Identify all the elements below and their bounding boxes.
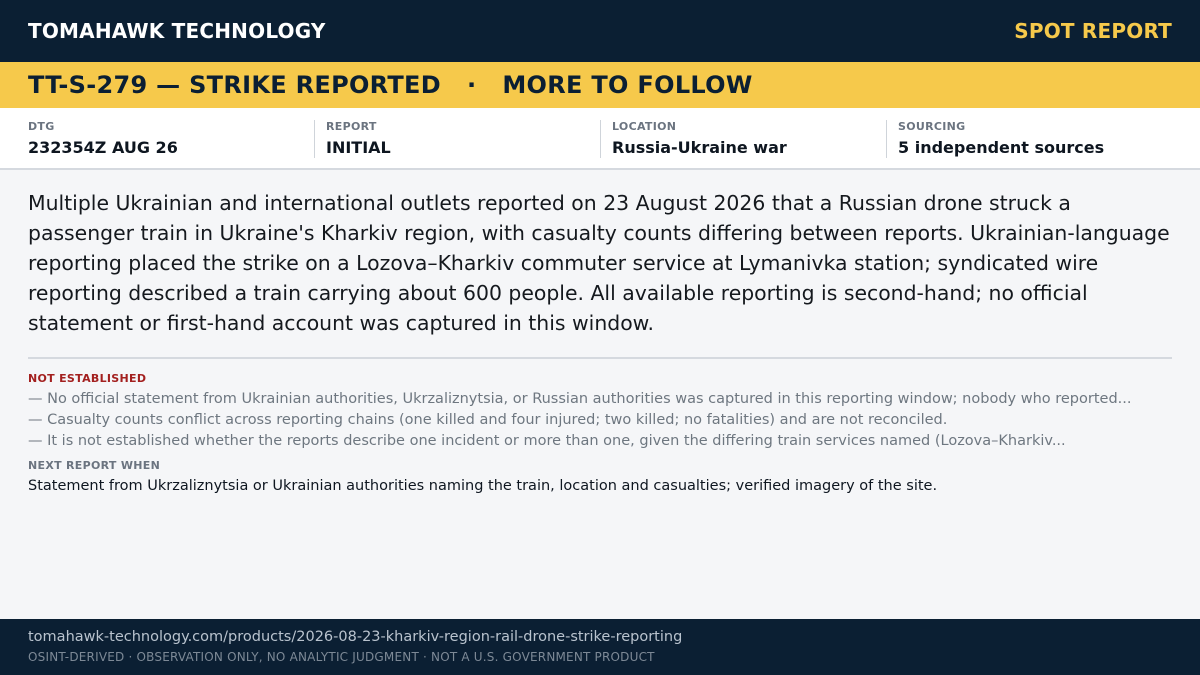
top-bar <box>0 0 1200 62</box>
meta-sourcing <box>886 120 1172 158</box>
meta-label: SOURCING <box>898 120 966 133</box>
next-report-text: Statement from Ukrzaliznytsia or Ukrainian authorities naming the train, location and casualties; verified imagery of the site. <box>28 478 938 494</box>
meta-strip <box>0 108 1200 170</box>
meta-value: 5 independent sources <box>898 138 1105 157</box>
not-established-item: — No official statement from Ukrainian authorities, Ukrzaliznytsia, or Russian authorities was captured in this reporting window; nobody who reported... <box>28 391 1132 407</box>
meta-dtg <box>28 120 314 158</box>
headline-followup: MORE TO FOLLOW <box>502 71 753 99</box>
meta-value: Russia-Ukraine war <box>612 138 787 157</box>
meta-location <box>600 120 886 158</box>
meta-value: 232354Z AUG 26 <box>28 138 178 157</box>
footer <box>0 619 1200 675</box>
headline-separator: · <box>466 71 477 99</box>
not-established-list <box>28 389 1172 452</box>
meta-label: LOCATION <box>612 120 677 133</box>
headline-id-status: TT-S-279 — STRIKE REPORTED <box>28 71 441 99</box>
not-established-label: NOT ESTABLISHED <box>28 372 147 385</box>
footer-tags: OSINT-DERIVED · OBSERVATION ONLY, NO ANALYTIC JUDGMENT · NOT A U.S. GOVERNMENT PRODUCT <box>28 650 655 664</box>
footer-url[interactable]: tomahawk-technology.com/products/2026-08-23-kharkiv-region-rail-drone-strike-reporting <box>28 629 683 645</box>
not-established-item: — Casualty counts conflict across reporting chains (one killed and four injured; two killed; no fatalities) and are not reconciled. <box>28 412 948 428</box>
section-divider <box>28 357 1172 359</box>
meta-label: REPORT <box>326 120 377 133</box>
meta-report <box>314 120 600 158</box>
not-established-item: — It is not established whether the reports describe one incident or more than one, given the differing train services named (Lozova–Kharkiv... <box>28 433 1066 449</box>
report-kind: SPOT REPORT <box>1014 19 1172 43</box>
report-summary: Multiple Ukrainian and international outlets reported on 23 August 2026 that a Russian drone struck a passenger train in Ukraine's Kharkiv region, with casualty counts differing between reports. Ukrainian-language reporting placed the strike on a Lozova–Kharkiv commuter service at Lymanivka station; syndicated wire reporting described a train carrying about 600 people. All available reporting is second-hand; no official statement or first-hand account was captured in this window. <box>28 191 1170 335</box>
meta-label: DTG <box>28 120 55 133</box>
brand-name: TOMAHAWK TECHNOLOGY <box>28 19 326 43</box>
headline-banner <box>0 62 1200 108</box>
next-report-label: NEXT REPORT WHEN <box>28 459 161 472</box>
meta-value: INITIAL <box>326 138 391 157</box>
